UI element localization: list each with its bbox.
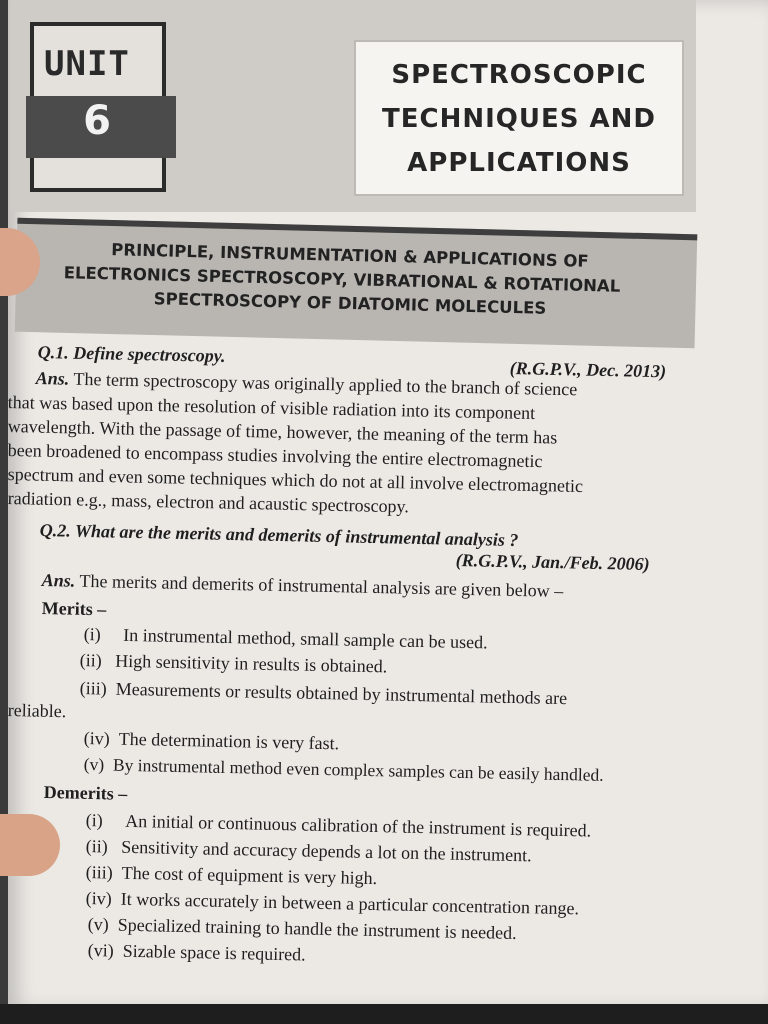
item-text: Measurements or results obtained by instrumental methods are bbox=[115, 678, 568, 709]
answer-1-line: wavelength. With the passage of time, however, the meaning of the term has bbox=[7, 416, 558, 448]
question-1: Q.1. Define spectroscopy. bbox=[37, 342, 226, 366]
answer-1-line: been broadened to encompass studies involving the entire electromagnetic bbox=[7, 440, 543, 472]
section-heading-line-3: SPECTROSCOPY OF DIATOMIC MOLECULES bbox=[153, 289, 547, 318]
section-heading-line-2: ELECTRONICS SPECTROSCOPY, VIBRATIONAL & ROTATIONAL bbox=[63, 263, 621, 296]
item-number: (iii) bbox=[79, 678, 107, 699]
demerits-heading: Demerits – bbox=[43, 782, 128, 804]
chapter-title-line-1: SPECTROSCOPIC bbox=[391, 60, 647, 90]
item-number: (ii) bbox=[79, 650, 102, 671]
item-number: (v) bbox=[87, 914, 109, 935]
item-number: (ii) bbox=[85, 836, 108, 857]
answer-1-line: spectrum and even some techniques which do not at all involve electromagnetic bbox=[7, 464, 584, 497]
item-number: (iv) bbox=[83, 728, 110, 749]
answer-1-line: that was based upon the resolution of visible radiation into its component bbox=[7, 392, 536, 424]
item-number: (i) bbox=[83, 624, 101, 645]
item-text: High sensitivity in results is obtained. bbox=[115, 650, 388, 677]
item-text: Sizable space is required. bbox=[122, 940, 306, 965]
unit-number: 6 bbox=[83, 98, 111, 144]
item-text: In instrumental method, small sample can be used. bbox=[123, 624, 488, 653]
page-bottom-edge bbox=[0, 1004, 768, 1024]
item-number: (i) bbox=[85, 810, 103, 831]
item-number: (vi) bbox=[87, 940, 114, 961]
section-heading-line-1: PRINCIPLE, INSTRUMENTATION & APPLICATIONS OF bbox=[111, 240, 589, 271]
question-1-reference: (R.G.P.V., Dec. 2013) bbox=[509, 358, 667, 382]
item-number: (iv) bbox=[85, 888, 112, 909]
item-number: (iii) bbox=[85, 862, 113, 883]
answer-label: Ans. bbox=[35, 368, 70, 389]
item-text: An initial or continuous calibration of the instrument is required. bbox=[125, 810, 592, 841]
question-2-reference: (R.G.P.V., Jan./Feb. 2006) bbox=[455, 550, 650, 575]
chapter-title-line-3: APPLICATIONS bbox=[407, 148, 631, 178]
answer-text: The merits and demerits of instrumental analysis are given below – bbox=[79, 570, 564, 601]
answer-1-line: radiation e.g., mass, electron and acaustic spectroscopy. bbox=[7, 488, 410, 517]
item-text: The cost of equipment is very high. bbox=[121, 862, 378, 889]
answer-label: Ans. bbox=[41, 570, 76, 591]
chapter-title-line-2: TECHNIQUES AND bbox=[382, 104, 656, 134]
item-text: Specialized training to handle the instrument is needed. bbox=[117, 914, 517, 943]
unit-label: UNIT bbox=[44, 44, 130, 84]
item-text: By instrumental method even complex samples can be easily handled. bbox=[112, 754, 604, 785]
merit-item-continuation: reliable. bbox=[7, 700, 67, 722]
item-text: The determination is very fast. bbox=[118, 728, 340, 754]
answer-text: The term spectroscopy was originally applied to the branch of science bbox=[73, 368, 578, 400]
item-text: Sensitivity and accuracy depends a lot on the instrument. bbox=[121, 836, 532, 866]
item-number: (v) bbox=[83, 754, 105, 775]
merits-heading: Merits – bbox=[41, 598, 107, 620]
question-2: Q.2. What are the merits and demerits of instrumental analysis ? bbox=[39, 520, 519, 551]
item-text: It works accurately in between a particular concentration range. bbox=[120, 888, 580, 919]
finger bbox=[0, 814, 60, 876]
